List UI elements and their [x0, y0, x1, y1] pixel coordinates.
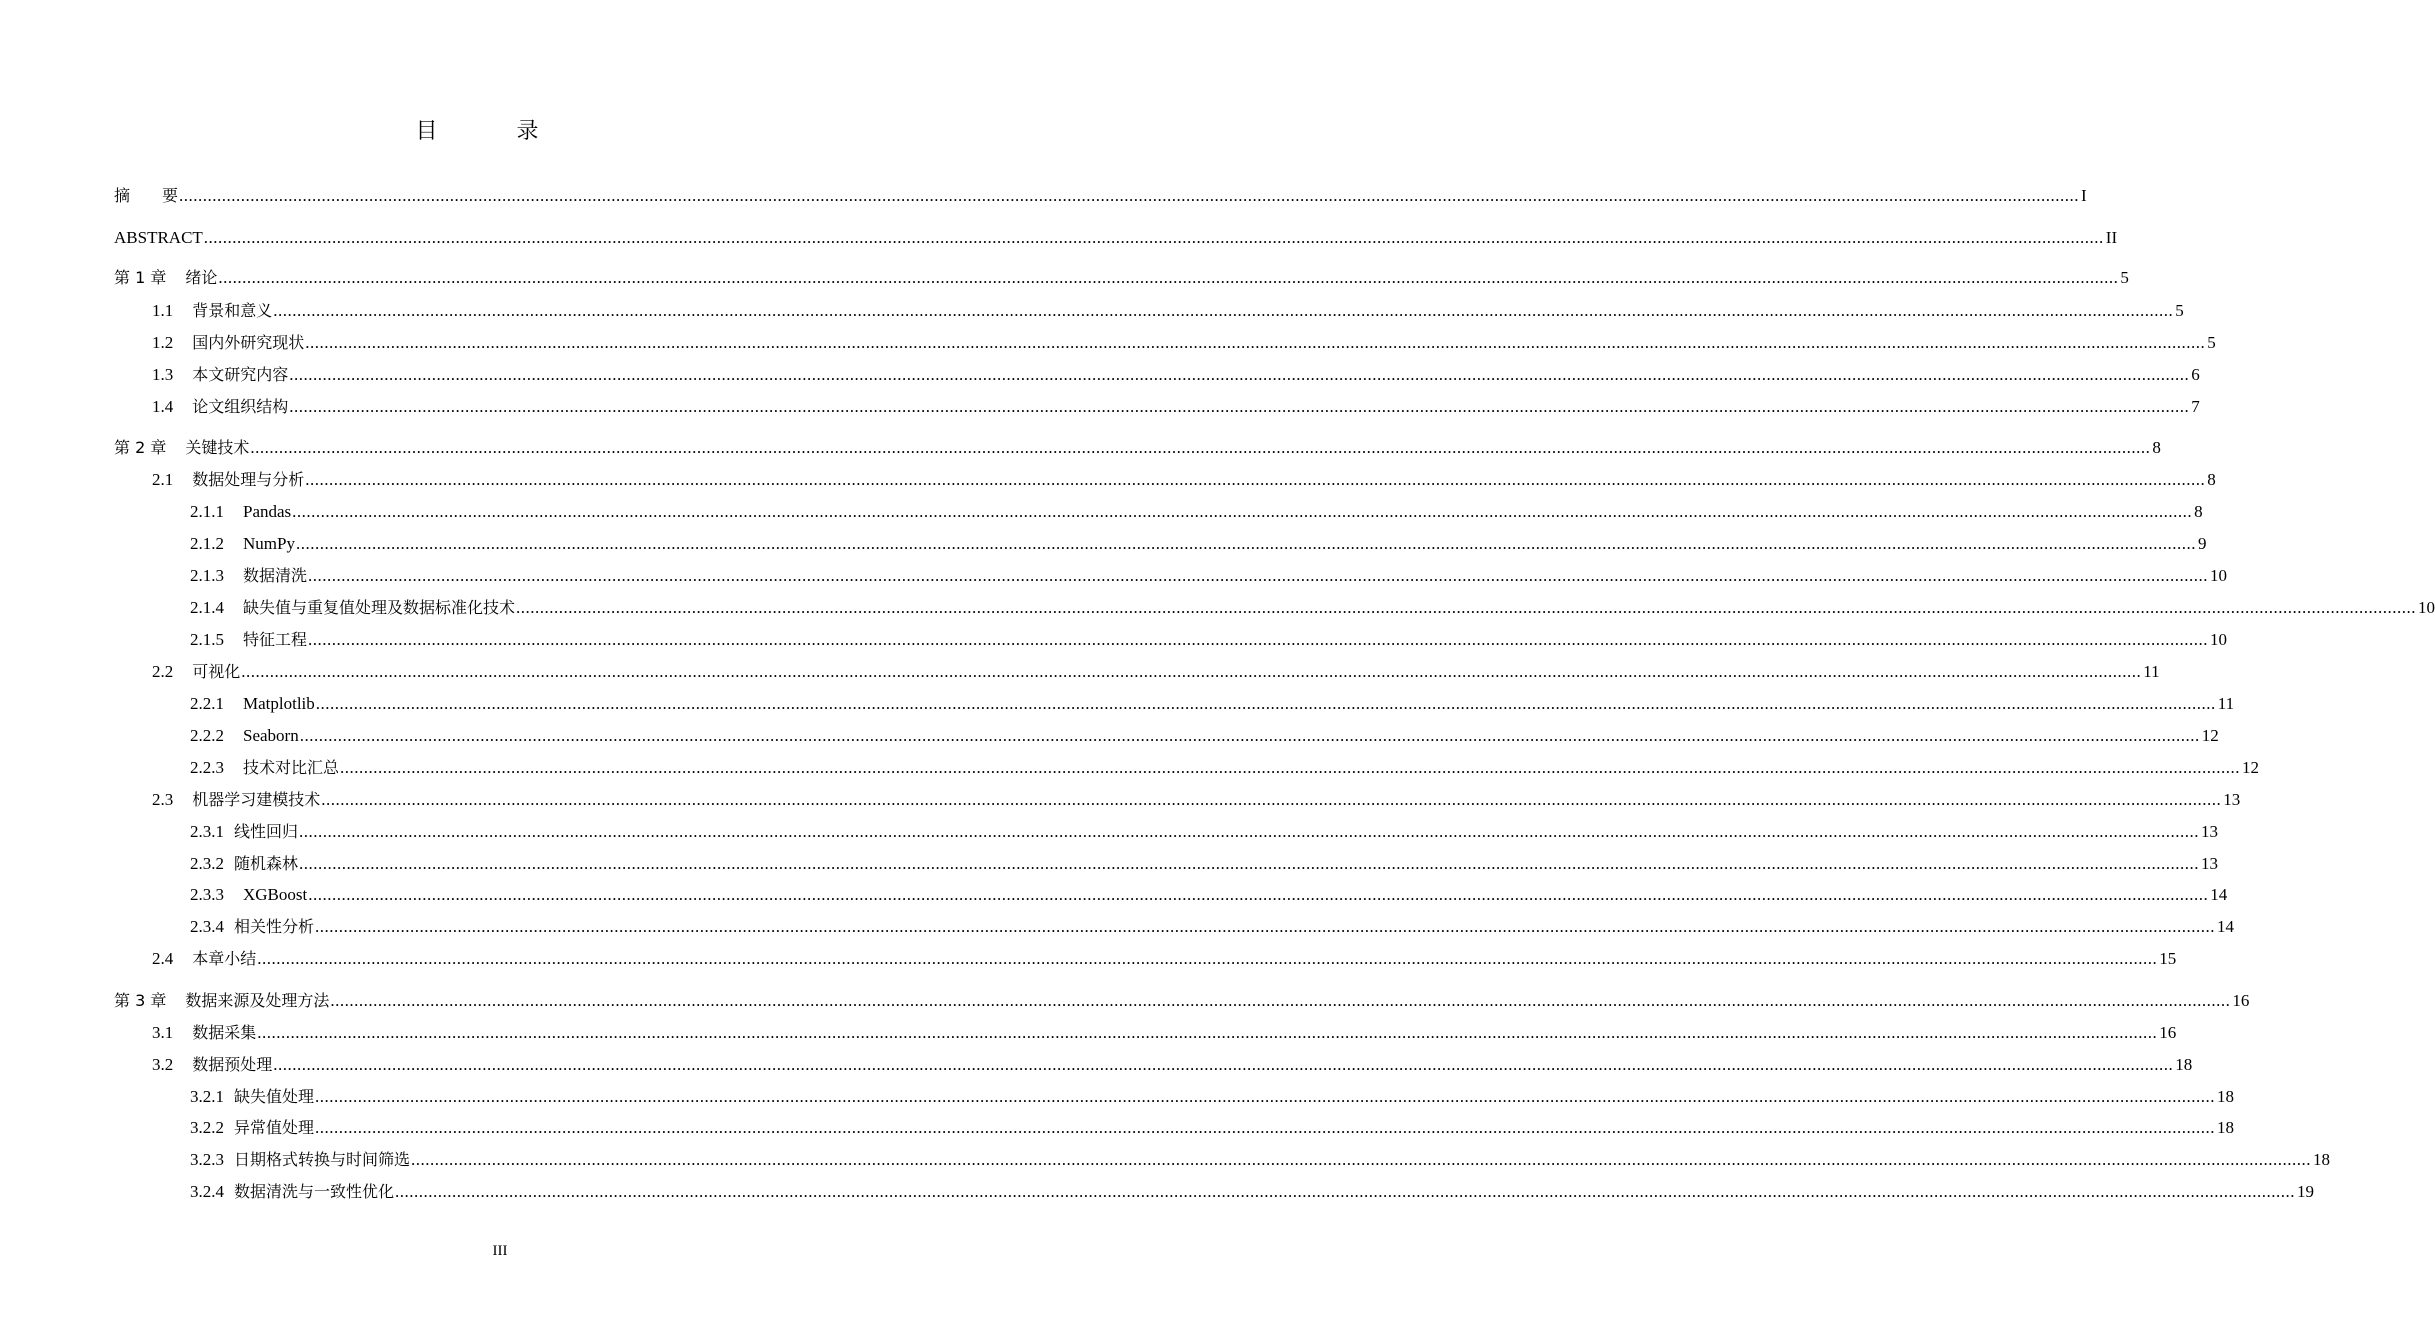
toc-entry-page: 14 [2217, 917, 2235, 936]
toc-entry-number: 3.2.1 [190, 1087, 224, 1106]
toc-entry-number: 3.2.2 [190, 1118, 224, 1137]
toc-entry-page: 18 [2175, 1055, 2193, 1074]
toc-leader-dots: ................................................................................................................................................................................................................................................................................................................................................................................................................ [292, 502, 2193, 521]
toc-entry-number: 2.3.1 [190, 822, 224, 841]
toc-entry[interactable] [0, 724, 2219, 748]
toc-entry-page: 10 [2210, 630, 2228, 649]
toc-entry[interactable] [0, 692, 2235, 716]
toc-entry-number: 3.2.4 [190, 1182, 224, 1201]
toc-entry-number: 1.1 [152, 301, 174, 320]
toc-entry-title: Matplotlib [243, 694, 315, 713]
toc-entry[interactable] [0, 1021, 2177, 1045]
toc-entry-number: 2.3.2 [190, 854, 224, 873]
toc-entry-title: 数据处理与分析 [192, 470, 305, 489]
toc-entry-title: 异常值处理 [234, 1118, 315, 1137]
toc-entry-page: 8 [2194, 502, 2203, 521]
page-number: III [492, 1243, 508, 1259]
toc-leader-dots: ................................................................................................................................................................................................................................................................................................................................................................................................................ [289, 365, 2190, 384]
toc-leader-dots: ................................................................................................................................................................................................................................................................................................................................................................................................................ [321, 790, 2222, 809]
toc-entry-page: 7 [2191, 397, 2200, 416]
toc-entry[interactable] [0, 1053, 2193, 1077]
toc-leader-dots: ................................................................................................................................................................................................................................................................................................................................................................................................................ [516, 598, 2417, 617]
toc-entry-page: 9 [2197, 534, 2207, 553]
toc-entry-title: Pandas [243, 502, 292, 521]
toc-entry-title: 数据清洗与一致性优化 [234, 1182, 395, 1201]
toc-entry-page: 16 [2232, 991, 2250, 1010]
toc-entry-page: 13 [2201, 822, 2219, 841]
toc-leader-dots: ................................................................................................................................................................................................................................................................................................................................................................................................................ [241, 662, 2142, 681]
toc-entry-page: 10 [2418, 598, 2435, 617]
toc-entry[interactable] [0, 947, 2177, 971]
toc-entry[interactable] [0, 852, 2219, 876]
toc-entry-title: 数据清洗 [243, 566, 308, 585]
toc-entry[interactable] [0, 532, 2207, 556]
toc-entry[interactable] [0, 883, 2228, 907]
toc-leader-dots: ................................................................................................................................................................................................................................................................................................................................................................................................................ [299, 726, 2200, 745]
toc-entry-number: 2.4 [152, 949, 174, 968]
toc-entry[interactable] [0, 436, 2161, 460]
toc-entry-title: 可视化 [192, 662, 241, 681]
toc-entry-number: 3.1 [152, 1023, 174, 1042]
toc-entry-number: 2.1.2 [190, 534, 224, 553]
toc-leader-dots: ................................................................................................................................................................................................................................................................................................................................................................................................................ [257, 1023, 2158, 1042]
toc-entry[interactable] [0, 628, 2228, 652]
toc-entry[interactable] [0, 596, 2435, 620]
toc-title: 目 录 [415, 119, 575, 144]
toc-entry-page: 5 [2175, 301, 2184, 320]
toc-entry-number: 2.1.5 [190, 630, 224, 649]
toc-entry-page: 12 [2201, 726, 2219, 745]
toc-entry-page: 12 [2242, 758, 2260, 777]
toc-entry-number: 2.3.3 [190, 885, 224, 904]
toc-entry-number: 2.2.3 [190, 758, 224, 777]
toc-entry[interactable] [0, 915, 2235, 939]
toc-leader-dots: ................................................................................................................................................................................................................................................................................................................................................................................................................ [273, 301, 2174, 320]
toc-entry-page: 5 [2120, 268, 2129, 287]
toc-entry[interactable] [0, 184, 2087, 208]
toc-entry[interactable] [0, 363, 2200, 387]
toc-entry[interactable] [0, 500, 2203, 524]
toc-entry-title: ABSTRACT [114, 228, 203, 247]
toc-entry-page: 11 [2143, 662, 2160, 681]
toc-entry[interactable] [0, 468, 2216, 492]
toc-entry-page: 15 [2159, 949, 2177, 968]
toc-entry-title: 数据预处理 [192, 1055, 273, 1074]
toc-leader-dots: ................................................................................................................................................................................................................................................................................................................................................................................................................ [250, 438, 2151, 457]
toc-leader-dots: ................................................................................................................................................................................................................................................................................................................................................................................................................ [330, 991, 2231, 1010]
toc-entry[interactable] [0, 820, 2219, 844]
toc-entry-page: 18 [2313, 1150, 2331, 1169]
toc-entry-title: Seaborn [243, 726, 299, 745]
toc-entry-title: 随机森林 [234, 854, 299, 873]
toc-entry-number: 2.1.1 [190, 502, 224, 521]
toc-entry-title: 相关性分析 [234, 917, 315, 936]
toc-entry[interactable] [0, 299, 2184, 323]
toc-entry-number: 2.2 [152, 662, 174, 681]
toc-entry-number: 2.1.3 [190, 566, 224, 585]
toc-entry-title: NumPy [243, 534, 295, 553]
toc-leader-dots: ................................................................................................................................................................................................................................................................................................................................................................................................................ [203, 228, 2104, 247]
toc-entry[interactable] [0, 226, 2118, 250]
toc-entry-title: 技术对比汇总 [243, 758, 340, 777]
toc-entry-title: XGBoost [243, 885, 308, 904]
toc-entry-number: 1.3 [152, 365, 174, 384]
toc-leader-dots: ................................................................................................................................................................................................................................................................................................................................................................................................................ [308, 630, 2209, 649]
toc-entry-page: 11 [2217, 694, 2235, 713]
toc-entry-number: 2.1 [152, 470, 174, 489]
toc-entry-title: 绪论 [185, 268, 218, 287]
toc-leader-dots: ................................................................................................................................................................................................................................................................................................................................................................................................................ [299, 822, 2200, 841]
toc-entry[interactable] [0, 266, 2129, 290]
toc-entry-page: 5 [2207, 333, 2216, 352]
toc-entry-number: 第 1 章 [114, 268, 167, 287]
toc-entry-title: 日期格式转换与时间筛选 [234, 1150, 411, 1169]
toc-entry[interactable] [0, 756, 2260, 780]
toc-entry-number: 第 2 章 [114, 438, 167, 457]
toc-entry-number: 1.4 [152, 397, 174, 416]
toc-leader-dots: ................................................................................................................................................................................................................................................................................................................................................................................................................ [308, 566, 2209, 585]
toc-entry-number: 2.3.4 [190, 917, 224, 936]
toc-entry-title: 关键技术 [185, 438, 250, 457]
toc-leader-dots: ................................................................................................................................................................................................................................................................................................................................................................................................................ [305, 333, 2206, 352]
toc-entry-page: 14 [2210, 885, 2228, 904]
toc-entry-title: 缺失值与重复值处理及数据标准化技术 [243, 598, 516, 617]
toc-entry-number: 3.2.3 [190, 1150, 224, 1169]
toc-entry[interactable] [0, 1180, 2315, 1204]
toc-leader-dots: ................................................................................................................................................................................................................................................................................................................................................................................................................ [289, 397, 2190, 416]
toc-entry[interactable] [0, 331, 2216, 355]
toc-entry-page: 16 [2159, 1023, 2177, 1042]
toc-entry-number: 3.2 [152, 1055, 174, 1074]
toc-entry-title: 线性回归 [234, 822, 299, 841]
toc-entry-number: 1.2 [152, 333, 174, 352]
toc-entry-title: 摘 要 [114, 186, 179, 205]
toc-entry-page: 19 [2297, 1182, 2315, 1201]
toc-entry[interactable] [0, 788, 2241, 812]
toc-leader-dots: ................................................................................................................................................................................................................................................................................................................................................................................................................ [308, 885, 2209, 904]
toc-entry-title: 数据采集 [192, 1023, 257, 1042]
toc-entry-page: 13 [2201, 854, 2219, 873]
toc-leader-dots: ................................................................................................................................................................................................................................................................................................................................................................................................................ [411, 1150, 2312, 1169]
toc-entry[interactable] [0, 660, 2160, 684]
toc-entry-page: II [2105, 228, 2118, 247]
toc-leader-dots: ................................................................................................................................................................................................................................................................................................................................................................................................................ [315, 917, 2216, 936]
toc-entry-number: 2.3 [152, 790, 174, 809]
toc-entry[interactable] [0, 395, 2200, 419]
toc-entry-number: 2.2.1 [190, 694, 224, 713]
toc-entry-number: 第 3 章 [114, 991, 167, 1010]
toc-leader-dots: ................................................................................................................................................................................................................................................................................................................................................................................................................ [340, 758, 2241, 777]
toc-leader-dots: ................................................................................................................................................................................................................................................................................................................................................................................................................ [257, 949, 2158, 968]
toc-leader-dots: ................................................................................................................................................................................................................................................................................................................................................................................................................ [315, 1087, 2216, 1106]
toc-entry-number: 2.2.2 [190, 726, 224, 745]
toc-leader-dots: ................................................................................................................................................................................................................................................................................................................................................................................................................ [295, 534, 2196, 553]
toc-entry-title: 特征工程 [243, 630, 308, 649]
toc-entry[interactable] [0, 1148, 2331, 1172]
toc-entry-title: 国内外研究现状 [192, 333, 305, 352]
toc-leader-dots: ................................................................................................................................................................................................................................................................................................................................................................................................................ [299, 854, 2200, 873]
toc-leader-dots: ................................................................................................................................................................................................................................................................................................................................................................................................................ [179, 186, 2080, 205]
toc-entry-page: 10 [2210, 566, 2228, 585]
toc-entry[interactable] [0, 564, 2228, 588]
toc-leader-dots: ................................................................................................................................................................................................................................................................................................................................................................................................................ [315, 694, 2216, 713]
toc-entry-page: 8 [2207, 470, 2216, 489]
toc-entry-page: 13 [2223, 790, 2241, 809]
toc-entry-page: 18 [2217, 1118, 2235, 1137]
toc-entry-page: I [2081, 186, 2087, 205]
toc-entry-title: 论文组织结构 [192, 397, 289, 416]
toc-entry-title: 缺失值处理 [234, 1087, 315, 1106]
toc-entry-title: 本文研究内容 [192, 365, 289, 384]
toc-leader-dots: ................................................................................................................................................................................................................................................................................................................................................................................................................ [305, 470, 2206, 489]
toc-entry-title: 本章小结 [192, 949, 257, 968]
toc-entry[interactable] [0, 1116, 2235, 1140]
toc-entry[interactable] [0, 1085, 2235, 1109]
toc-entry-title: 数据来源及处理方法 [185, 991, 330, 1010]
toc-entry-number: 2.1.4 [190, 598, 224, 617]
toc-leader-dots: ................................................................................................................................................................................................................................................................................................................................................................................................................ [315, 1118, 2216, 1137]
toc-entry-page: 18 [2217, 1087, 2235, 1106]
toc-entry-page: 6 [2191, 365, 2200, 384]
toc-leader-dots: ................................................................................................................................................................................................................................................................................................................................................................................................................ [218, 268, 2119, 287]
toc-entry[interactable] [0, 989, 2250, 1013]
toc-entry-page: 8 [2152, 438, 2161, 457]
toc-leader-dots: ................................................................................................................................................................................................................................................................................................................................................................................................................ [395, 1182, 2296, 1201]
toc-entry-title: 机器学习建模技术 [192, 790, 321, 809]
toc-leader-dots: ................................................................................................................................................................................................................................................................................................................................................................................................................ [273, 1055, 2174, 1074]
toc-entry-title: 背景和意义 [192, 301, 273, 320]
